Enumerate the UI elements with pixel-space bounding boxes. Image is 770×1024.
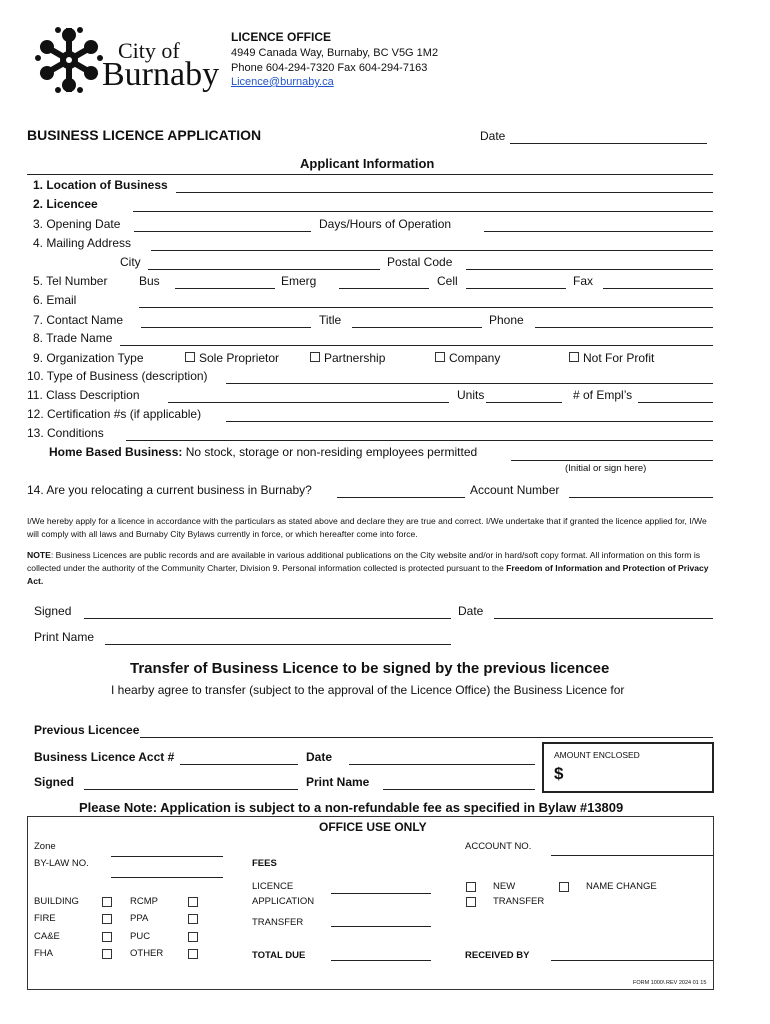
note-text: [27, 549, 717, 588]
cert-label: 12. Certification #s (if applicable): [27, 407, 202, 421]
received-by-field[interactable]: [551, 960, 713, 961]
licence-label: LICENCE: [252, 881, 294, 892]
contact-label: 7. Contact Name: [33, 313, 124, 327]
account-number-field[interactable]: [569, 497, 713, 498]
units-label: Units: [457, 388, 485, 402]
home-based-text: [49, 445, 477, 459]
new-checkbox[interactable]: [466, 882, 476, 892]
postal-label: Postal Code: [387, 255, 453, 269]
date-label: Date: [480, 129, 506, 143]
conditions-label: 13. Conditions: [27, 426, 104, 440]
cert-field[interactable]: [226, 421, 713, 422]
account-no-label: ACCOUNT NO.: [465, 841, 532, 852]
initial-caption: (Initial or sign here): [565, 463, 647, 474]
relocating-label: 14. Are you relocating a current business in Burnaby?: [27, 483, 312, 497]
office-phone-fax: Phone 604-294-7320 Fax 604-294-7163: [231, 62, 428, 74]
acct-field[interactable]: [180, 764, 298, 765]
amount-box[interactable]: [542, 742, 714, 793]
sign-date-label: Date: [458, 604, 484, 618]
print-name-label: Print Name: [34, 630, 95, 644]
days-hours-label: Days/Hours of Operation: [319, 217, 452, 231]
date-field[interactable]: [510, 143, 707, 144]
bylaw-field[interactable]: [111, 877, 223, 878]
contact-title-label: Title: [319, 313, 342, 327]
home-based-desc: No stock, storage or non-residing employees permitted: [182, 445, 478, 459]
puc-checkbox[interactable]: [188, 932, 198, 942]
contact-field[interactable]: [141, 327, 311, 328]
opening-date-field[interactable]: [134, 231, 311, 232]
transfer-type-label: TRANSFER: [493, 896, 545, 907]
fee-note: Please Note: Application is subject to a non-refundable fee as specified in Bylaw #13809: [79, 800, 624, 815]
location-label: 1. Location of Business: [33, 178, 168, 192]
signed-field[interactable]: [84, 618, 451, 619]
building-checkbox[interactable]: [102, 897, 112, 907]
company-label: Company: [449, 351, 501, 365]
opening-date-label: 3. Opening Date: [33, 217, 121, 231]
signed-label: Signed: [34, 604, 72, 618]
zone-field[interactable]: [111, 856, 223, 857]
account-number-label: Account Number: [470, 483, 560, 497]
note-bold: NOTE: [27, 550, 51, 560]
total-due-field[interactable]: [331, 960, 431, 961]
units-field[interactable]: [486, 402, 562, 403]
transfer-fee-field[interactable]: [331, 926, 431, 927]
previous-licencee-label: Previous Licencee: [34, 723, 140, 737]
trade-label: 8. Trade Name: [33, 331, 113, 345]
fax-field[interactable]: [603, 288, 713, 289]
email-field[interactable]: [139, 307, 713, 308]
transfer-signed-field[interactable]: [84, 789, 298, 790]
trade-field[interactable]: [120, 345, 713, 346]
mailing-label: 4. Mailing Address: [33, 236, 132, 250]
not-for-profit-checkbox[interactable]: [569, 352, 579, 362]
section-title: Applicant Information: [300, 156, 435, 171]
other-label: OTHER: [130, 948, 164, 959]
cell-label: Cell: [437, 274, 458, 288]
office-use-title: OFFICE USE ONLY: [319, 820, 427, 834]
location-field[interactable]: [176, 192, 713, 193]
fax-label: Fax: [573, 274, 594, 288]
emerg-field[interactable]: [339, 288, 429, 289]
new-label: NEW: [493, 881, 516, 892]
puc-label: PUC: [130, 931, 151, 942]
name-change-checkbox[interactable]: [559, 882, 569, 892]
licencee-label: 2. Licencee: [33, 197, 98, 211]
burnaby-text: Burnaby: [102, 56, 220, 93]
bus-field[interactable]: [175, 288, 275, 289]
zone-label: Zone: [34, 841, 56, 852]
fha-label: FHA: [34, 948, 53, 959]
city-of-text: City of: [118, 38, 180, 63]
licencee-field[interactable]: [133, 211, 713, 212]
section-divider: [27, 174, 713, 175]
transfer-fee-label: TRANSFER: [252, 917, 304, 928]
fha-checkbox[interactable]: [102, 949, 112, 959]
sole-proprietor-checkbox[interactable]: [185, 352, 195, 362]
acct-label: Business Licence Acct #: [34, 750, 175, 764]
partnership-checkbox[interactable]: [310, 352, 320, 362]
transfer-date-label: Date: [306, 750, 333, 764]
office-title: LICENCE OFFICE: [231, 30, 332, 44]
relocating-field[interactable]: [337, 497, 465, 498]
fees-label: FEES: [252, 858, 277, 869]
conditions-field[interactable]: [126, 440, 713, 441]
sole-proprietor-label: Sole Proprietor: [199, 351, 280, 365]
total-due-label: TOTAL DUE: [252, 950, 306, 961]
transfer-subtitle: I hearby agree to transfer (subject to the approval of the Licence Office) the Business Licence for: [111, 683, 625, 697]
bylaw-label: BY-LAW NO.: [34, 858, 89, 869]
note-act: Freedom of Information and Protection of Privacy Act.: [27, 563, 709, 586]
city-logo: [34, 24, 219, 99]
tel-label: 5. Tel Number: [33, 274, 108, 288]
form-id: FORM 1000\ REV 2024 01 15: [633, 980, 707, 986]
application-label: APPLICATION: [252, 896, 315, 907]
transfer-print-field[interactable]: [383, 789, 535, 790]
cell-field[interactable]: [466, 288, 566, 289]
cae-checkbox[interactable]: [102, 932, 112, 942]
transfer-type-checkbox[interactable]: [466, 897, 476, 907]
city-field[interactable]: [148, 269, 380, 270]
home-based-bold: Home Based Business:: [49, 445, 183, 459]
ppa-checkbox[interactable]: [188, 914, 198, 924]
office-email-link[interactable]: Licence@burnaby.ca: [231, 76, 334, 88]
fire-label: FIRE: [34, 913, 56, 924]
type-business-field[interactable]: [226, 383, 713, 384]
contact-phone-label: Phone: [489, 313, 524, 327]
building-label: BUILDING: [34, 896, 79, 907]
contact-phone-field[interactable]: [535, 327, 713, 328]
rcmp-checkbox[interactable]: [188, 897, 198, 907]
sign-date-field[interactable]: [494, 618, 713, 619]
contact-title-field[interactable]: [352, 327, 482, 328]
transfer-date-field[interactable]: [349, 764, 535, 765]
company-checkbox[interactable]: [435, 352, 445, 362]
bus-label: Bus: [139, 274, 160, 288]
type-business-label: 10. Type of Business (description): [27, 369, 208, 383]
previous-licencee-field[interactable]: [140, 737, 713, 738]
form-title: BUSINESS LICENCE APPLICATION: [27, 127, 262, 143]
emerg-label: Emerg: [281, 274, 317, 288]
declaration-text: I/We hereby apply for a licence in accordance with the particulars as stated above and declare they are true and correct. I/We undertake that if granted the licence applied for, I/We will comply with all laws and Burnaby City Bylaws currently in force, or which hereafter come into force.: [27, 516, 707, 539]
print-name-field[interactable]: [105, 644, 451, 645]
empl-label: # of Empl’s: [573, 388, 633, 402]
application-fee-field[interactable]: [331, 893, 431, 894]
cae-label: CA&E: [34, 931, 60, 942]
initial-field[interactable]: [511, 460, 713, 461]
office-address: 4949 Canada Way, Burnaby, BC V5G 1M2: [231, 47, 439, 59]
dollar-sign: $: [554, 764, 564, 783]
note-body: : Business Licences are public records and are available in various additional publications on the City website and/or in hard/soft copy format. All information on this form is collected under the authority of the Community Charter, Division 9. Personal information collected is protected pursuant to the: [27, 550, 701, 573]
name-change-label: NAME CHANGE: [586, 881, 657, 892]
empl-field[interactable]: [638, 402, 713, 403]
transfer-print-label: Print Name: [306, 775, 370, 789]
received-by-label: RECEIVED BY: [465, 950, 530, 961]
class-desc-label: 11. Class Description: [27, 388, 140, 402]
mailing-field[interactable]: [151, 250, 713, 251]
city-label: City: [120, 255, 141, 269]
days-hours-field[interactable]: [484, 231, 713, 232]
not-for-profit-label: Not For Profit: [583, 351, 655, 365]
ppa-label: PPA: [130, 913, 149, 924]
org-type-label: 9. Organization Type: [33, 351, 144, 365]
other-checkbox[interactable]: [188, 949, 198, 959]
postal-field[interactable]: [466, 269, 713, 270]
partnership-label: Partnership: [324, 351, 386, 365]
rcmp-label: RCMP: [130, 896, 158, 907]
transfer-title: Transfer of Business Licence to be signed by the previous licencee: [130, 660, 610, 677]
class-desc-field[interactable]: [168, 402, 449, 403]
email-label: 6. Email: [33, 293, 77, 307]
fire-checkbox[interactable]: [102, 914, 112, 924]
amount-label: AMOUNT ENCLOSED: [554, 750, 640, 760]
snowflake-icon: [34, 24, 104, 96]
transfer-signed-label: Signed: [34, 775, 75, 789]
account-no-field[interactable]: [551, 855, 713, 856]
